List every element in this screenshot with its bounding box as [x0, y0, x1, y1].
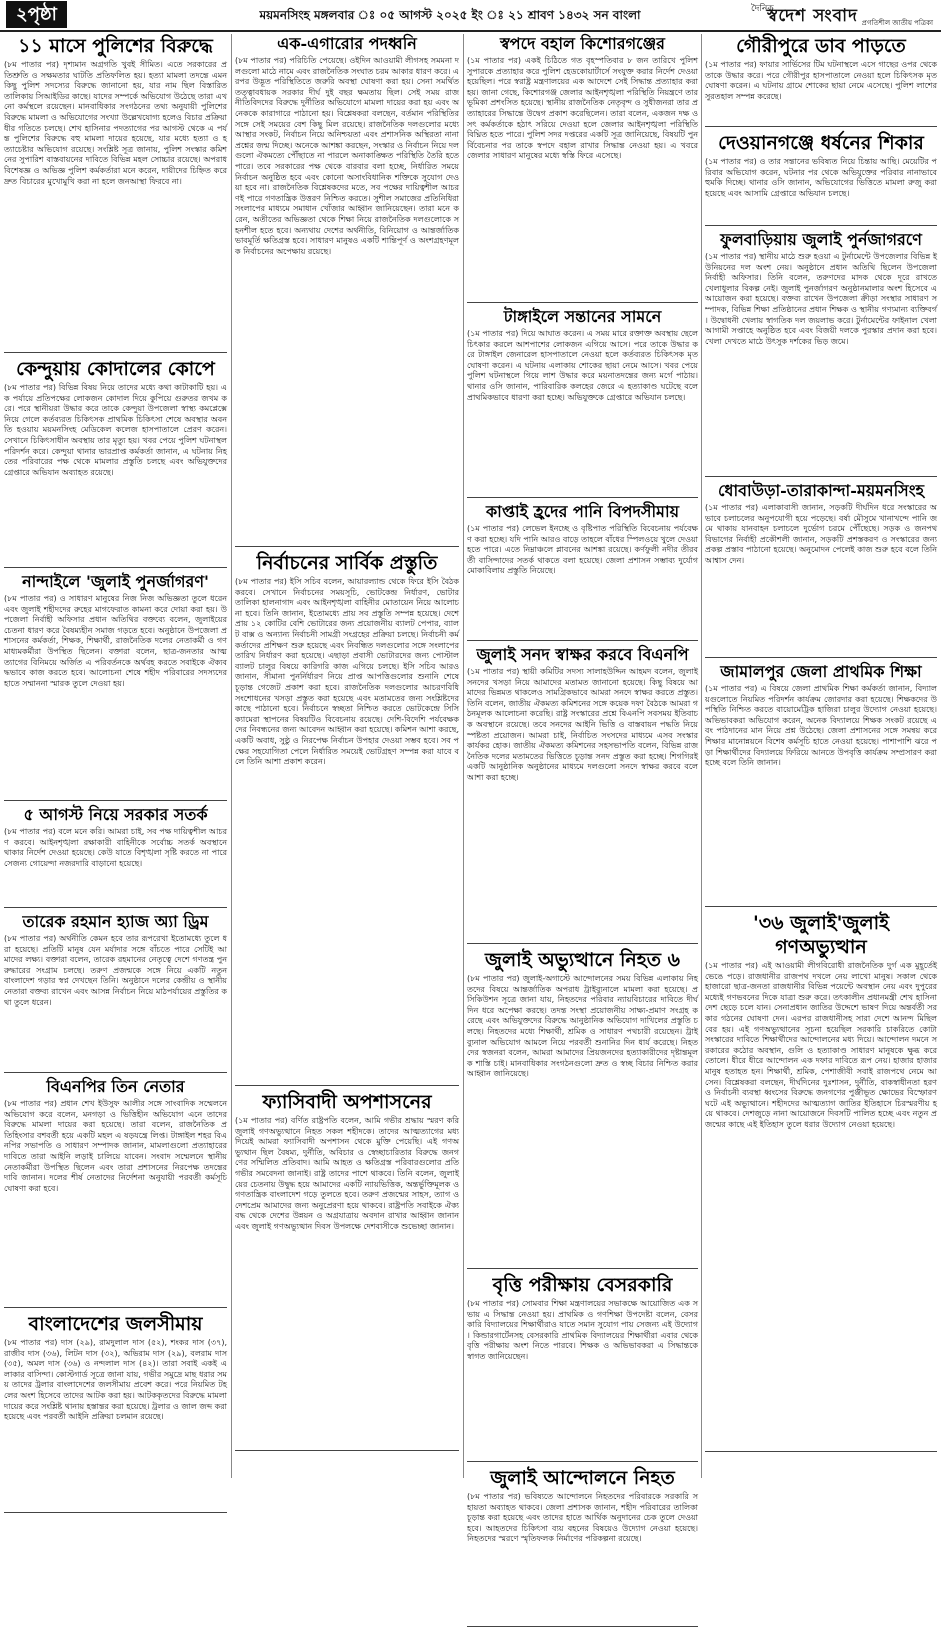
story-body: (১ম পাতার পর) স্থানীয় মাঠে শুরু হওয়া এ টুর্নামেন্টে উপজেলার বিভিন্ন ইউনিয়নের দল অংশ নেয়। অনুষ্ঠানে প্রধান অতিথি ছিলেন উপজেলা নির্বাহী অফিসার। তিনি বলেন, তরুণদের মাদক থেকে দূরে রাখতে খেলাধুলার বিকল্প নেই। জুলাই পুনর্জাগরণ অনুষ্ঠানমালার অংশ হিসেবে এ আয়োজন করা হয়েছে। বক্তব্য রাখেন উপজেলা ক্রীড়া সংস্থার সাধারণ সম্পাদক, বিভিন্ন শিক্ষা প্রতিষ্ঠানের প্রধান শিক্ষক ও স্থানীয় গণ্যমান্য ব্যক্তিবর্গ। উদ্বোধনী খেলায় স্বাগতিক দল জয়লাভ করে। টুর্নামেন্টের ফাইনাল খেলা আগামী সপ্তাহে অনুষ্ঠিত হবে এবং বিজয়ী দলকে পুরস্কার প্রদান করা হবে। খেলা দেখতে মাঠে উৎসুক দর্শকের ভিড় জমে।	[705, 252, 937, 346]
story-body: (৮ম পাতার পর) প্রধান শেখ ইউসুফ আলীর সঙ্গে সাংবাদিক সম্মেলনে অভিযোগ করে বলেন, মনগড়া ও ভিত্তিহীন অভিযোগ এনে তাদের বিরুদ্ধে মামলা দায়ের করা হয়েছে। তারা বলেন, রাজনৈতিক প্রতিহিংসার বশবর্তী হয়ে একটি মহল এ ষড়যন্ত্রে লিপ্ত। টাঙ্গাইল শহর বিএনপির সভাপতি ও সাধারণ সম্পাদক জানান, মামলাগুলো প্রত্যাহারের দাবিতে তারা আইনি লড়াই চালিয়ে যাবেন। সংবাদ সম্মেলনে স্থানীয় নেতাকর্মীরা উপস্থিত ছিলেন এবং তারা প্রশাসনের নিরপেক্ষ তদন্তের দাবি জানান। দলের শীর্ষ নেতাদের নির্দেশনা অনুযায়ী পরবর্তী কর্মসূচি ঘোষণা করা হবে।	[4, 1099, 227, 1193]
story-headline: ধোবাউড়া-তারাকান্দা-ময়মনসিংহ	[717, 481, 925, 500]
story-headline: '৩৬ জুলাই'জুলাই গণঅভ্যুত্থান	[752, 912, 890, 958]
column-3	[467, 34, 698, 1544]
masthead	[0, 0, 941, 32]
news-story	[705, 131, 937, 226]
news-story	[467, 645, 698, 944]
story-headline: ফ্যাসিবাদী অপশাসনের	[262, 1091, 432, 1113]
news-story	[705, 230, 937, 477]
story-headline: এক-এগারোর পদধ্বনি	[277, 34, 417, 53]
story-body: (১ম পাতার পর) এ বিষয়ে জেলা প্রাথমিক শিক্ষা কর্মকর্তা জানান, বিদ্যালয়গুলোতে নিয়মিত পরিদর্শন কার্যক্রম জোরদার করা হয়েছে। শিক্ষকদের উপস্থিতি নিশ্চিত করতে বায়োমেট্রিক হাজিরা চালুর উদ্যোগ নেওয়া হয়েছে। অভিভাবকরা অভিযোগ করেন, অনেক বিদ্যালয়ে শিক্ষক সংকট রয়েছে এবং পাঠদানের মান নিয়ে প্রশ্ন উঠেছে। জেলা প্রশাসনের সঙ্গে সমন্বয় করে শিক্ষার মানোন্নয়নে বিশেষ কর্মসূচি হাতে নেওয়া হয়েছে। পাশাপাশি ঝরে পড়া শিক্ষার্থীদের বিদ্যালয়ে ফিরিয়ে আনতে উপবৃত্তি কার্যক্রম সম্প্রসারণ করা হচ্ছে বলে তিনি জানান।	[705, 684, 937, 768]
story-headline: স্বপদে বহাল কিশোরগঞ্জের	[500, 34, 665, 53]
news-story	[705, 662, 937, 907]
story-body: (১ম পাতার পর) এই আওয়ামী লীগবিরোধী রাজনৈতিক দুর্গ এক মুহূর্তেই ভেঙে পড়ে। রাজধানীর রাজপথ দখলে নেয় লাখো মানুষ। সকাল থেকে হাজারো ছাত্র-জনতা রাজধানীর বিভিন্ন পয়েন্টে অবস্থান নেয় এবং দুপুরের মধ্যেই গণভবনের দিকে যাত্রা শুরু করে। তৎকালীন প্রধানমন্ত্রী শেখ হাসিনা দেশ ছেড়ে চলে যান। সেনাপ্রধান জাতির উদ্দেশে ভাষণ দিয়ে অন্তর্বর্তী সরকার গঠনের ঘোষণা দেন। এরপর রাজধানীসহ সারা দেশে আনন্দ মিছিল বের হয়। এই গণঅভ্যুত্থানের সূচনা হয়েছিল সরকারি চাকরিতে কোটা সংস্কারের দাবিতে শিক্ষার্থীদের আন্দোলনের মধ্য দিয়ে। আন্দোলন দমনে সরকারের কঠোর অবস্থান, গুলি ও হত্যাকাণ্ড সাধারণ মানুষকে ক্ষুব্ধ করে তোলে। ধীরে ধীরে আন্দোলন এক দফার দাবিতে রূপ নেয়। হাজার হাজার মানুষ হতাহত হন। শিক্ষার্থী, শ্রমিক, পেশাজীবী সবাই রাজপথে নেমে আসেন। বিশ্লেষকরা বলছেন, দীর্ঘদিনের দুঃশাসন, দুর্নীতি, বাকস্বাধীনতা হরণ ও নির্বাচনী ব্যবস্থা ধ্বংসের বিরুদ্ধে জনগণের পুঞ্জীভূত ক্ষোভের বিস্ফোরণ ঘটে এই অভ্যুত্থানে। শহীদদের আত্মত্যাগ জাতির ইতিহাসে চিরস্মরণীয় হয়ে থাকবে। দেশজুড়ে নানা আয়োজনে দিবসটি পালিত হচ্ছে এবং নতুন প্রজন্মের কাছে এই ইতিহাস তুলে ধরার উদ্যোগ নেওয়া হয়েছে।	[705, 961, 937, 1129]
news-story	[705, 481, 937, 658]
news-story	[235, 1090, 459, 1451]
story-headline: দেওয়ানগঞ্জে ধর্ষনের শিকার	[718, 132, 924, 154]
news-story	[4, 912, 227, 1073]
story-headline: তারেক রহমান হ্যাজ অ্যা ড্রিম	[22, 912, 209, 931]
story-body: (১ম পাতার পর) লেভেল ইনচ্ছে ও বৃষ্টিপাত পরিস্থিতি বিবেচনায় পর্যবেক্ষণ করা হচ্ছে। যদি পানি আরও বাড়ে তাহলে বাঁধের স্পিলওয়ে খুলে দেওয়া হতে পারে। এতে নিম্নাঞ্চলে প্লাবনের আশঙ্কা রয়েছে। কর্ণফুলী নদীর তীরবর্তী বাসিন্দাদের সতর্ক থাকতে বলা হয়েছে। জেলা প্রশাসন সম্ভাব্য দুর্যোগ মোকাবিলায় প্রস্তুতি নিয়েছে।	[467, 524, 698, 576]
story-body: (৮ম পাতার পর) ইসি সচিব বলেন, আয়ারল্যান্ড থেকে ফিরে ইসি বৈঠক করবে। সেখানে নির্বাচনের সময়সূচি, ভোটকেন্দ্র নির্ধারণ, ভোটার তালিকা হালনাগাদ এবং আইনশৃঙ্খলা বাহিনীর মোতায়েন নিয়ে আলোচনা হবে। তিনি জানান, ইতোমধ্যে প্রায় সব প্রস্তুতি সম্পন্ন হয়েছে। দেশে প্রায় ১২ কোটির বেশি ভোটারের জন্য প্রয়োজনীয় ব্যালট পেপার, ব্যালট বাক্স ও অন্যান্য নির্বাচনী সামগ্রী সংগ্রহের প্রক্রিয়া চলছে। নির্বাচনী কর্মকর্তাদের প্রশিক্ষণ শুরু হয়েছে এবং নিবন্ধিত দলগুলোর সঙ্গে সংলাপের তারিখ নির্ধারণ করা হয়েছে। এছাড়া প্রবাসী ভোটারদের জন্য পোস্টাল ব্যালট চালুর বিষয়ে কারিগরি কাজ এগিয়ে চলছে। ইসি সচিব আরও জানান, সীমানা পুনর্নির্ধারণ নিয়ে প্রাপ্ত আপত্তিগুলোর শুনানি শেষে চূড়ান্ত গেজেট প্রকাশ করা হবে। রাজনৈতিক দলগুলোর আচরণবিধি সংশোধনের খসড়া প্রস্তুত করা হয়েছে এবং মতামতের জন্য সংশ্লিষ্টদের কাছে পাঠানো হবে। নির্বাচনে স্বচ্ছতা নিশ্চিত করতে ভোটকেন্দ্রে সিসি ক্যামেরা স্থাপনের বিষয়টিও বিবেচনায় রয়েছে। দেশি-বিদেশি পর্যবেক্ষকদের নিবন্ধনের জন্য আবেদন আহ্বান করা হয়েছে। কমিশন আশা করছে, একটি অবাধ, সুষ্ঠু ও নিরপেক্ষ নির্বাচন উপহার দেওয়া সম্ভব হবে। সব পক্ষের সহযোগিতা পেলে নির্ধারিত সময়েই ভোটগ্রহণ সম্পন্ন করা যাবে বলে তিনি আশা প্রকাশ করেন।	[235, 577, 459, 767]
story-body: (১ম পাতার পর) ও তার সন্তানের ভবিষ্যত নিয়ে চিন্তায় আছি। মেয়েটির পরিবার অভিযোগ করেন, ঘটনার পর থেকে অভিযুক্তের পরিবার নানাভাবে হুমকি দিচ্ছে। থানার ওসি জানান, অভিযোগের ভিত্তিতে মামলা রুজু করা হয়েছে এবং আসামি গ্রেপ্তারে অভিযান চলছে।	[705, 157, 937, 198]
story-headline: বিএনপির তিন নেতার	[46, 1077, 185, 1096]
dateline: ময়মনসিংহ মঙ্গলবার ঃ ০৫ আগস্ট ২০২৫ ইং ঃ ২১ শ্রাবণ ১৪৩২ সন বাংলা	[259, 8, 641, 22]
story-body: (১ম পাতার পর) এলাকাবাসী জানান, সড়কটি দীর্ঘদিন ধরে সংস্কারের অভাবে চলাচলের অনুপযোগী হয়ে পড়েছে। বর্ষা মৌসুমে খানাখন্দে পানি জমে থাকায় যানবাহন চলাচলে দুর্ভোগ চরমে পৌঁছেছে। সড়ক ও জনপথ বিভাগের নির্বাহী প্রকৌশলী জানান, সড়কটি প্রশস্তকরণ ও সংস্কারের জন্য প্রকল্প প্রস্তাব পাঠানো হয়েছে। অনুমোদন পেলেই কাজ শুরু হবে বলে তিনি আশ্বাস দেন।	[705, 503, 937, 565]
story-headline: কেন্দুয়ায় কোদালের কোপে	[16, 358, 215, 380]
news-story	[4, 1312, 227, 1513]
logo-prefix: দৈনিক	[751, 4, 774, 14]
column-2	[235, 34, 459, 1478]
news-story	[4, 357, 227, 568]
story-headline: ১১ মাসে পুলিশের বিরুদ্ধে	[18, 35, 213, 57]
news-story	[467, 948, 698, 1269]
story-headline: বৃত্তি পরীক্ষায় বেসরকারি	[492, 1274, 673, 1296]
story-headline: জুলাই অভ্যুত্থানে নিহত ৬	[485, 949, 680, 971]
story-body: (৮ম পাতার পর) পরিচিতি পেয়েছে। ওইদিন আওয়ামী লীগসহ সমমনা দলগুলো মাঠে নামে এবং রাজনৈতিক সংঘাত চরম আকার ধারণ করে। এরপর উদ্ভূত পরিস্থিতিতে জরুরি অবস্থা ঘোষণা করা হয়। সেনা সমর্থিত তত্ত্বাবধায়ক সরকার দীর্ঘ দুই বছর ক্ষমতায় ছিল। সেই সময় রাজনীতিবিদদের বিরুদ্ধে দুর্নীতির অভিযোগে মামলা দায়ের করা হয় এবং অনেককে কারাগারে পাঠানো হয়। বিশ্লেষকরা বলছেন, বর্তমান পরিস্থিতির সঙ্গে সেই সময়ের বেশ কিছু মিল রয়েছে। রাজনৈতিক দলগুলোর মধ্যে আস্থার সংকট, নির্বাচন নিয়ে অনিশ্চয়তা এবং প্রশাসনিক অস্থিরতা নানা প্রশ্নের জন্ম দিচ্ছে। অনেকে আশঙ্কা করছেন, সংস্কার ও নির্বাচন নিয়ে দলগুলো ঐকমত্যে পৌঁছাতে না পারলে অনাকাঙ্ক্ষিত পরিস্থিতি তৈরি হতে পারে। তবে সরকারের পক্ষ থেকে বারবার বলা হচ্ছে, নির্ধারিত সময়ে নির্বাচন অনুষ্ঠিত হবে এবং কোনো অসাংবিধানিক শক্তিকে সুযোগ দেওয়া হবে না। রাজনৈতিক বিশ্লেষকদের মতে, সব পক্ষের দায়িত্বশীল আচরণই পারে গণতান্ত্রিক উত্তরণ নিশ্চিত করতে। সুশীল সমাজের প্রতিনিধিরা সংলাপের মাধ্যমে সমাধান খোঁজার আহ্বান জানিয়েছেন। তারা মনে করেন, অতীতের অভিজ্ঞতা থেকে শিক্ষা নিয়ে রাজনৈতিক দলগুলোকে সহনশীল হতে হবে। অন্যথায় দেশের অর্থনীতি, বিনিয়োগ ও আন্তর্জাতিক ভাবমূর্তি ক্ষতিগ্রস্ত হবে। সাধারণ মানুষও একটি শান্তিপূর্ণ ও অংশগ্রহণমূলক নির্বাচনের অপেক্ষায় রয়েছে।	[235, 56, 459, 256]
story-headline: ফুলবাড়িয়ায় জুলাই পুর্নজাগরণে	[720, 230, 922, 249]
news-story	[467, 1466, 698, 1627]
news-story	[467, 1273, 698, 1462]
story-headline: নান্দাইলে 'জুলাই পুনর্জাগরণ'	[22, 572, 209, 591]
news-story	[705, 911, 937, 1452]
story-body: (৮ম পাতার পর) সোমবার শিক্ষা মন্ত্রণালয়ের সভাকক্ষে আয়োজিত এক সভায় এ সিদ্ধান্ত নেওয়া হয়। প্রাথমিক ও গণশিক্ষা উপদেষ্টা বলেন, বেসরকারি বিদ্যালয়ের শিক্ষার্থীরাও যাতে সমান সুযোগ পায় সেজন্য এই উদ্যোগ। কিন্ডারগার্টেনসহ বেসরকারি প্রাথমিক বিদ্যালয়ের শিক্ষার্থীরা এবার থেকে বৃত্তি পরীক্ষায় অংশ নিতে পারবে। শিক্ষক ও অভিভাবকরা এ সিদ্ধান্তকে স্বাগত জানিয়েছেন।	[467, 1299, 698, 1361]
column-4	[705, 34, 937, 1478]
news-story	[467, 34, 698, 303]
story-body: (৮ম পাতার পর) জুলাই-অগাস্টে আন্দোলনের সময় বিভিন্ন এলাকায় নিহতদের বিষয়ে আন্তর্জাতিক অপরাধ ট্রাইব্যুনালে মামলা করা হয়েছে। প্রসিকিউশন সূত্রে জানা যায়, নিহতদের পরিবার ন্যায়বিচারের দাবিতে দীর্ঘদিন ধরে অপেক্ষা করছে। তদন্ত সংস্থা প্রয়োজনীয় সাক্ষ্য-প্রমাণ সংগ্রহ করেছে এবং অভিযুক্তদের বিরুদ্ধে আনুষ্ঠানিক অভিযোগ দাখিলের প্রস্তুতি চলছে। নিহতদের মধ্যে শিক্ষার্থী, শ্রমিক ও সাধারণ পথচারী রয়েছেন। ট্রাইব্যুনাল অভিযোগ আমলে নিয়ে পরবর্তী শুনানির দিন ধার্য করেছে। নিহতদের স্বজনরা বলেন, আমরা আমাদের প্রিয়জনদের হত্যাকারীদের দৃষ্টান্তমূলক শাস্তি চাই। মানবাধিকার সংগঠনগুলো দ্রুত ও স্বচ্ছ বিচার নিশ্চিত করার আহ্বান জানিয়েছে।	[467, 974, 698, 1079]
story-headline: জামালপুর জেলা প্রাথমিক শিক্ষা	[720, 662, 922, 681]
news-story	[705, 34, 937, 127]
story-body: (১ম পাতার পর) একই চিঠিতে গত বৃহস্পতিবার ৮ জন তারিখে পুলিশ সুপারকে প্রত্যাহার করে পুলিশ হেডকোয়ার্টার্সে সংযুক্ত করার নির্দেশ দেওয়া হয়েছিল। পরে স্বরাষ্ট্র মন্ত্রণালয়ের এক আদেশে সেই সিদ্ধান্ত প্রত্যাহার করা হয়। জানা গেছে, কিশোরগঞ্জ জেলার আইনশৃঙ্খলা পরিস্থিতি নিয়ন্ত্রণে তার ভূমিকা প্রশংসিত হয়েছে। স্থানীয় রাজনৈতিক নেতৃবৃন্দ ও সুধীজনরা তার প্রত্যাহারের সিদ্ধান্তে উদ্বেগ প্রকাশ করেছিলেন। তারা বলেন, একজন দক্ষ ও সৎ কর্মকর্তাকে হঠাৎ সরিয়ে দেওয়া হলে জেলার আইনশৃঙ্খলা পরিস্থিতি বিঘ্নিত হতে পারে। পুলিশ সদর দপ্তরের একটি সূত্র জানিয়েছে, বিষয়টি পুনর্বিবেচনার পর তাকে স্বপদে বহাল রাখার সিদ্ধান্ত নেওয়া হয়। এ খবরে জেলার সাধারণ মানুষের মধ্যে স্বস্তি ফিরে এসেছে।	[467, 56, 698, 161]
story-headline: নির্বাচনের সার্বিক প্রস্তুতি	[256, 552, 438, 574]
story-headline: বাংলাদেশের জলসীমায়	[28, 1313, 203, 1335]
news-story	[4, 572, 227, 801]
newspaper-logo	[749, 1, 935, 29]
news-story	[4, 1077, 227, 1308]
news-story	[467, 307, 698, 498]
story-headline: কাপ্তাই হ্রদের পানি বিপদসীমায়	[485, 502, 680, 521]
story-body: (৮ম পাতার পর) অর্থনীতি কেমন হবে তার রূপরেখা ইতোমধ্যে তুলে ধরা হয়েছে। প্রতিটি মানুষ যেন মর্যাদার সঙ্গে বাঁচতে পারে সেটিই আমাদের লক্ষ্য। বক্তারা বলেন, তারেক রহমানের নেতৃত্বে দেশে গণতন্ত্র পুনরুদ্ধারের সংগ্রাম চলছে। তরুণ প্রজন্মকে সঙ্গে নিয়ে একটি নতুন বাংলাদেশ গড়ার স্বপ্ন দেখছেন তিনি। অনুষ্ঠানে দলের কেন্দ্রীয় ও স্থানীয় নেতারা বক্তব্য রাখেন এবং আসন্ন নির্বাচন নিয়ে মাঠপর্যায়ের প্রস্তুতির কথা তুলে ধরেন।	[4, 934, 227, 1007]
story-body: (৮ম পাতার পর) দৃশ্যমান অগ্রগতি খুবই সীমিত। এতে সরকারের প্রতিশ্রুতি ও সক্ষমতার ঘাটতি প্রতিফলিত হয়। হত্যা মামলা তদন্তে এমন কিছু পুলিশ সদস্যের বিরুদ্ধে জানানো হয়, যার নাম ছিল বিস্তারিত তালিকায় সিআইডির কাছে। যাদের সম্পর্কে অভিযোগ উঠেছে তারা এখনো কর্মস্থলে রয়েছেন। মানবাধিকার সংগঠনের তথ্য অনুযায়ী পুলিশের বিরুদ্ধে মামলা ও অভিযোগের সংখ্যা উল্লেখযোগ্য হলেও বিচার প্রক্রিয়া ধীর গতিতে চলছে। শেখ হাসিনার পদত্যাগের পর আগস্ট থেকে এ পর্যন্ত পুলিশের বিরুদ্ধে বহু মামলা দায়ের হয়েছে, যার মধ্যে হত্যা ও হত্যাচেষ্টার অভিযোগ রয়েছে। সংশ্লিষ্ট সূত্র জানায়, পুলিশ সংস্কার কমিশনের সুপারিশ বাস্তবায়নের দাবিতে বিভিন্ন মহল সোচ্চার রয়েছে। অপরাধ বিশেষজ্ঞ ও অভিজ্ঞ পুলিশ কর্মকর্তারা মনে করেন, দায়ীদের চিহ্নিত করে দ্রুত বিচারের মুখোমুখি করা না হলে জনআস্থা ফিরবে না।	[4, 60, 227, 186]
news-story	[235, 34, 459, 547]
story-body: (১ম পাতার পর) ফায়ার সার্ভিসের টিম ঘটনাস্থলে এসে গাছের ওপর থেকে তাকে উদ্ধার করে। পরে গৌরীপুর হাসপাতালে নেওয়া হলে চিকিৎসক মৃত ঘোষণা করেন। এ ঘটনায় গ্রামে শোকের ছায়া নেমে এসেছে। পুলিশ লাশের সুরতহাল সম্পন্ন করেছে।	[705, 60, 937, 101]
page-number: ২পৃষ্ঠা	[6, 1, 67, 28]
column-rule	[463, 34, 464, 1478]
story-body: (১ম পাতার পর) দিয়ে আঘাত করেন। এ সময় মারে রক্তাক্ত অবস্থায় ছেলে চিৎকার করলে আশপাশের লোকজন এগিয়ে আসে। পরে তাকে উদ্ধার করে টাঙ্গাইল জেনারেল হাসপাতালে নেওয়া হলে কর্তব্যরত চিকিৎসক মৃত ঘোষণা করেন। এ ঘটনায় এলাকায় শোকের ছায়া নেমে আসে। খবর পেয়ে পুলিশ ঘটনাস্থলে গিয়ে লাশ উদ্ধার করে ময়নাতদন্তের জন্য মর্গে পাঠায়। থানার ওসি জানান, পারিবারিক কলহের জেরে এ হত্যাকাণ্ড ঘটেছে বলে প্রাথমিকভাবে ধারণা করা হচ্ছে। অভিযুক্তকে গ্রেপ্তারে অভিযান চলছে।	[467, 329, 698, 402]
story-headline: জুলাই সনদ স্বাক্ষর করবে বিএনপি	[476, 645, 689, 664]
logo-tagline: প্রগতিশীল জাতীয় পত্রিকা	[861, 19, 933, 27]
story-body: (১ম পাতার পর) বর্ণিত রাষ্ট্রপতি বলেন, আমি গভীর শ্রদ্ধায় স্মরণ করি জুলাই গণঅভ্যুত্থানে নিহত সকল শহীদকে। তাদের আত্মত্যাগের মধ্য দিয়েই আমরা ফ্যাসিবাদী অপশাসন থেকে মুক্তি পেয়েছি। এই গণঅভ্যুত্থান ছিল বৈষম্য, দুর্নীতি, অবিচার ও স্বেচ্ছাচারিতার বিরুদ্ধে জনগণের সম্মিলিত প্রতিবাদ। আমি আহত ও ক্ষতিগ্রস্ত পরিবারগুলোর প্রতি গভীর সমবেদনা জানাই। রাষ্ট্র তাদের পাশে থাকবে। তিনি বলেন, জুলাইয়ের চেতনায় উদ্বুদ্ধ হয়ে আমাদের একটি ন্যায়ভিত্তিক, অন্তর্ভুক্তিমূলক ও গণতান্ত্রিক বাংলাদেশ গড়ে তুলতে হবে। তরুণ প্রজন্মের সাহস, ত্যাগ ও দেশপ্রেম আমাদের জন্য অনুপ্রেরণা হয়ে থাকবে। রাষ্ট্রপতি সবাইকে ঐক্যবদ্ধ থেকে দেশের উন্নয়ন ও অগ্রযাত্রায় অবদান রাখার আহ্বান জানান এবং জুলাই গণঅভ্যুত্থান দিবস উপলক্ষে দেশবাসীকে শুভেচ্ছা জানান।	[235, 1116, 459, 1231]
story-headline: ৫ আগস্ট নিয়ে সরকার সতর্ক	[23, 805, 208, 824]
story-headline: জুলাই আন্দোলনে নিহত	[490, 1467, 675, 1489]
story-body: (৮ম পাতার পর) বিভিন্ন বিষয় নিয়ে তাদের মধ্যে কথা কাটাকাটি হয়। এক পর্যায়ে প্রতিপক্ষের লোকজন কোদাল দিয়ে কুপিয়ে গুরুতর জখম করে। পরে স্থানীয়রা উদ্ধার করে তাকে কেন্দুয়া উপজেলা স্বাস্থ্য কমপ্লেক্সে নিয়ে গেলে কর্তব্যরত চিকিৎসক প্রাথমিক চিকিৎসা শেষে অবস্থার অবনতি হওয়ায় ময়মনসিংহ মেডিকেল কলেজ হাসপাতালে প্রেরণ করেন। সেখানে চিকিৎসাধীন অবস্থায় তার মৃত্যু হয়। খবর পেয়ে পুলিশ ঘটনাস্থল পরিদর্শন করে। কেন্দুয়া থানার ভারপ্রাপ্ত কর্মকর্তা জানান, এ ঘটনায় নিহতের পরিবারের পক্ষ থেকে মামলার প্রস্তুতি চলছে এবং অভিযুক্তদের গ্রেপ্তারে অভিযান অব্যাহত রয়েছে।	[4, 383, 227, 477]
column-rule	[231, 34, 232, 1478]
story-body: (১ম পাতার পর) স্থায়ী কমিটির সদস্য সালাহউদ্দিন আহমদ বলেন, জুলাই সনদের খসড়া নিয়ে আমাদের মতামত জানানো হয়েছে। কিছু বিষয়ে আমাদের ভিন্নমত থাকলেও সামগ্রিকভাবে আমরা সনদে স্বাক্ষর করতে প্রস্তুত। তিনি বলেন, জাতীয় ঐকমত্য কমিশনের সঙ্গে কয়েক দফা বৈঠকে আমরা গঠনমূলক আলোচনা করেছি। রাষ্ট্র সংস্কারের প্রশ্নে বিএনপি সবসময় ইতিবাচক অবস্থানে রয়েছে। তবে সনদের আইনি ভিত্তি ও বাস্তবায়ন পদ্ধতি নিয়ে স্পষ্টতা প্রয়োজন। আমরা চাই, নির্বাচিত সংসদের মাধ্যমে এসব সংস্কার কার্যকর হোক। জাতীয় ঐকমত্য কমিশনের সহসভাপতি বলেন, বিভিন্ন রাজনৈতিক দলের মতামতের ভিত্তিতে চূড়ান্ত সনদ প্রস্তুত করা হচ্ছে। শিগগিরই একটি আনুষ্ঠানিক অনুষ্ঠানের মাধ্যমে দলগুলো সনদে স্বাক্ষর করবে বলে আশা করা হচ্ছে।	[467, 667, 698, 782]
story-headline: গৌরীপুরে ডাব পাড়তে	[736, 35, 906, 57]
news-story	[467, 502, 698, 641]
column-rule	[701, 34, 702, 1478]
news-story	[4, 34, 227, 353]
story-body: (৮ম পাতার পর) বলে মনে করি। আমরা চাই, সব পক্ষ দায়িত্বশীল আচরণ করবে। আইনশৃঙ্খলা রক্ষাকারী বাহিনীকে সর্বোচ্চ সতর্ক অবস্থানে থাকার নির্দেশ দেওয়া হয়েছে। কেউ যাতে বিশৃঙ্খলা সৃষ্টি করতে না পারে সেজন্য গোয়েন্দা নজরদারি বাড়ানো হয়েছে।	[4, 827, 227, 868]
story-body: (৮ম পাতার পর) ভবিষ্যতে আন্দোলনে নিহতদের পরিবারকে সরকারি সহায়তা অব্যাহত থাকবে। জেলা প্রশাসক জানান, শহীদ পরিবারের তালিকা চূড়ান্ত করা হয়েছে এবং তাদের হাতে আর্থিক অনুদানের চেক তুলে দেওয়া হবে। আহতদের চিকিৎসা ব্যয় বহনের বিষয়েও উদ্যোগ নেওয়া হয়েছে। নিহতদের স্মরণে স্মৃতিফলক নির্মাণের পরিকল্পনা রয়েছে।	[467, 1492, 698, 1544]
news-story	[235, 551, 459, 1086]
news-story	[4, 805, 227, 908]
story-body: (৮ম পাতার পর) দাস (২৯), রামদুলাল দাস (৫২), শংকর দাস (৩৭), রাজীব দাস (৩৬), লিটন দাস (৩২), অভিরাম দাস (২৯), বলরাম দাস (৩৫), অমল দাস (৩৬) ও নন্দলাল দাস (৪২)। তারা সবাই একই এলাকার বাসিন্দা। কোস্টগার্ড সূত্রে জানা যায়, গভীর সমুদ্রে মাছ ধরার সময় তাদের ট্রলার বাংলাদেশের জলসীমায় প্রবেশ করে। পরে নিয়মিত টহলের অংশ হিসেবে তাদের আটক করা হয়। আটককৃতদের বিরুদ্ধে মামলা দায়ের করে সংশ্লিষ্ট থানায় হস্তান্তর করা হয়েছে। ট্রলার ও জাল জব্দ করা হয়েছে এবং পরবর্তী আইনি প্রক্রিয়া চলমান রয়েছে।	[4, 1338, 227, 1422]
story-headline: টাঙ্গাইলে সন্তানের সামনে	[503, 307, 662, 326]
column-1	[4, 34, 227, 1478]
logo-name: স্বদেশ সংবাদ	[767, 6, 858, 26]
story-body: (৮ম পাতার পর) ও সাধারণ মানুষের নিজ নিজ অভিজ্ঞতা তুলে ধরেন এবং জুলাই শহীদদের রুহের মাগফেরাত কামনা করে দোয়া করা হয়। উপজেলা নির্বাহী অফিসার প্রধান অতিথির বক্তব্যে বলেন, জুলাইয়ের চেতনা ধারণ করে বৈষম্যহীন সমাজ গড়তে হবে। অনুষ্ঠানে উপজেলা প্রশাসনের কর্মকর্তা, শিক্ষক, শিক্ষার্থী, রাজনৈতিক দলের নেতাকর্মী ও গণমাধ্যমকর্মীরা উপস্থিত ছিলেন। বক্তারা বলেন, ছাত্র-জনতার আত্মত্যাগের বিনিময়ে অর্জিত এ পরিবর্তনকে অর্থবহ করতে সবাইকে ঐক্যবদ্ধভাবে কাজ করতে হবে। আলোচনা শেষে শহীদ পরিবারের সদস্যদের হাতে সম্মাননা স্মারক তুলে দেওয়া হয়।	[4, 594, 227, 688]
